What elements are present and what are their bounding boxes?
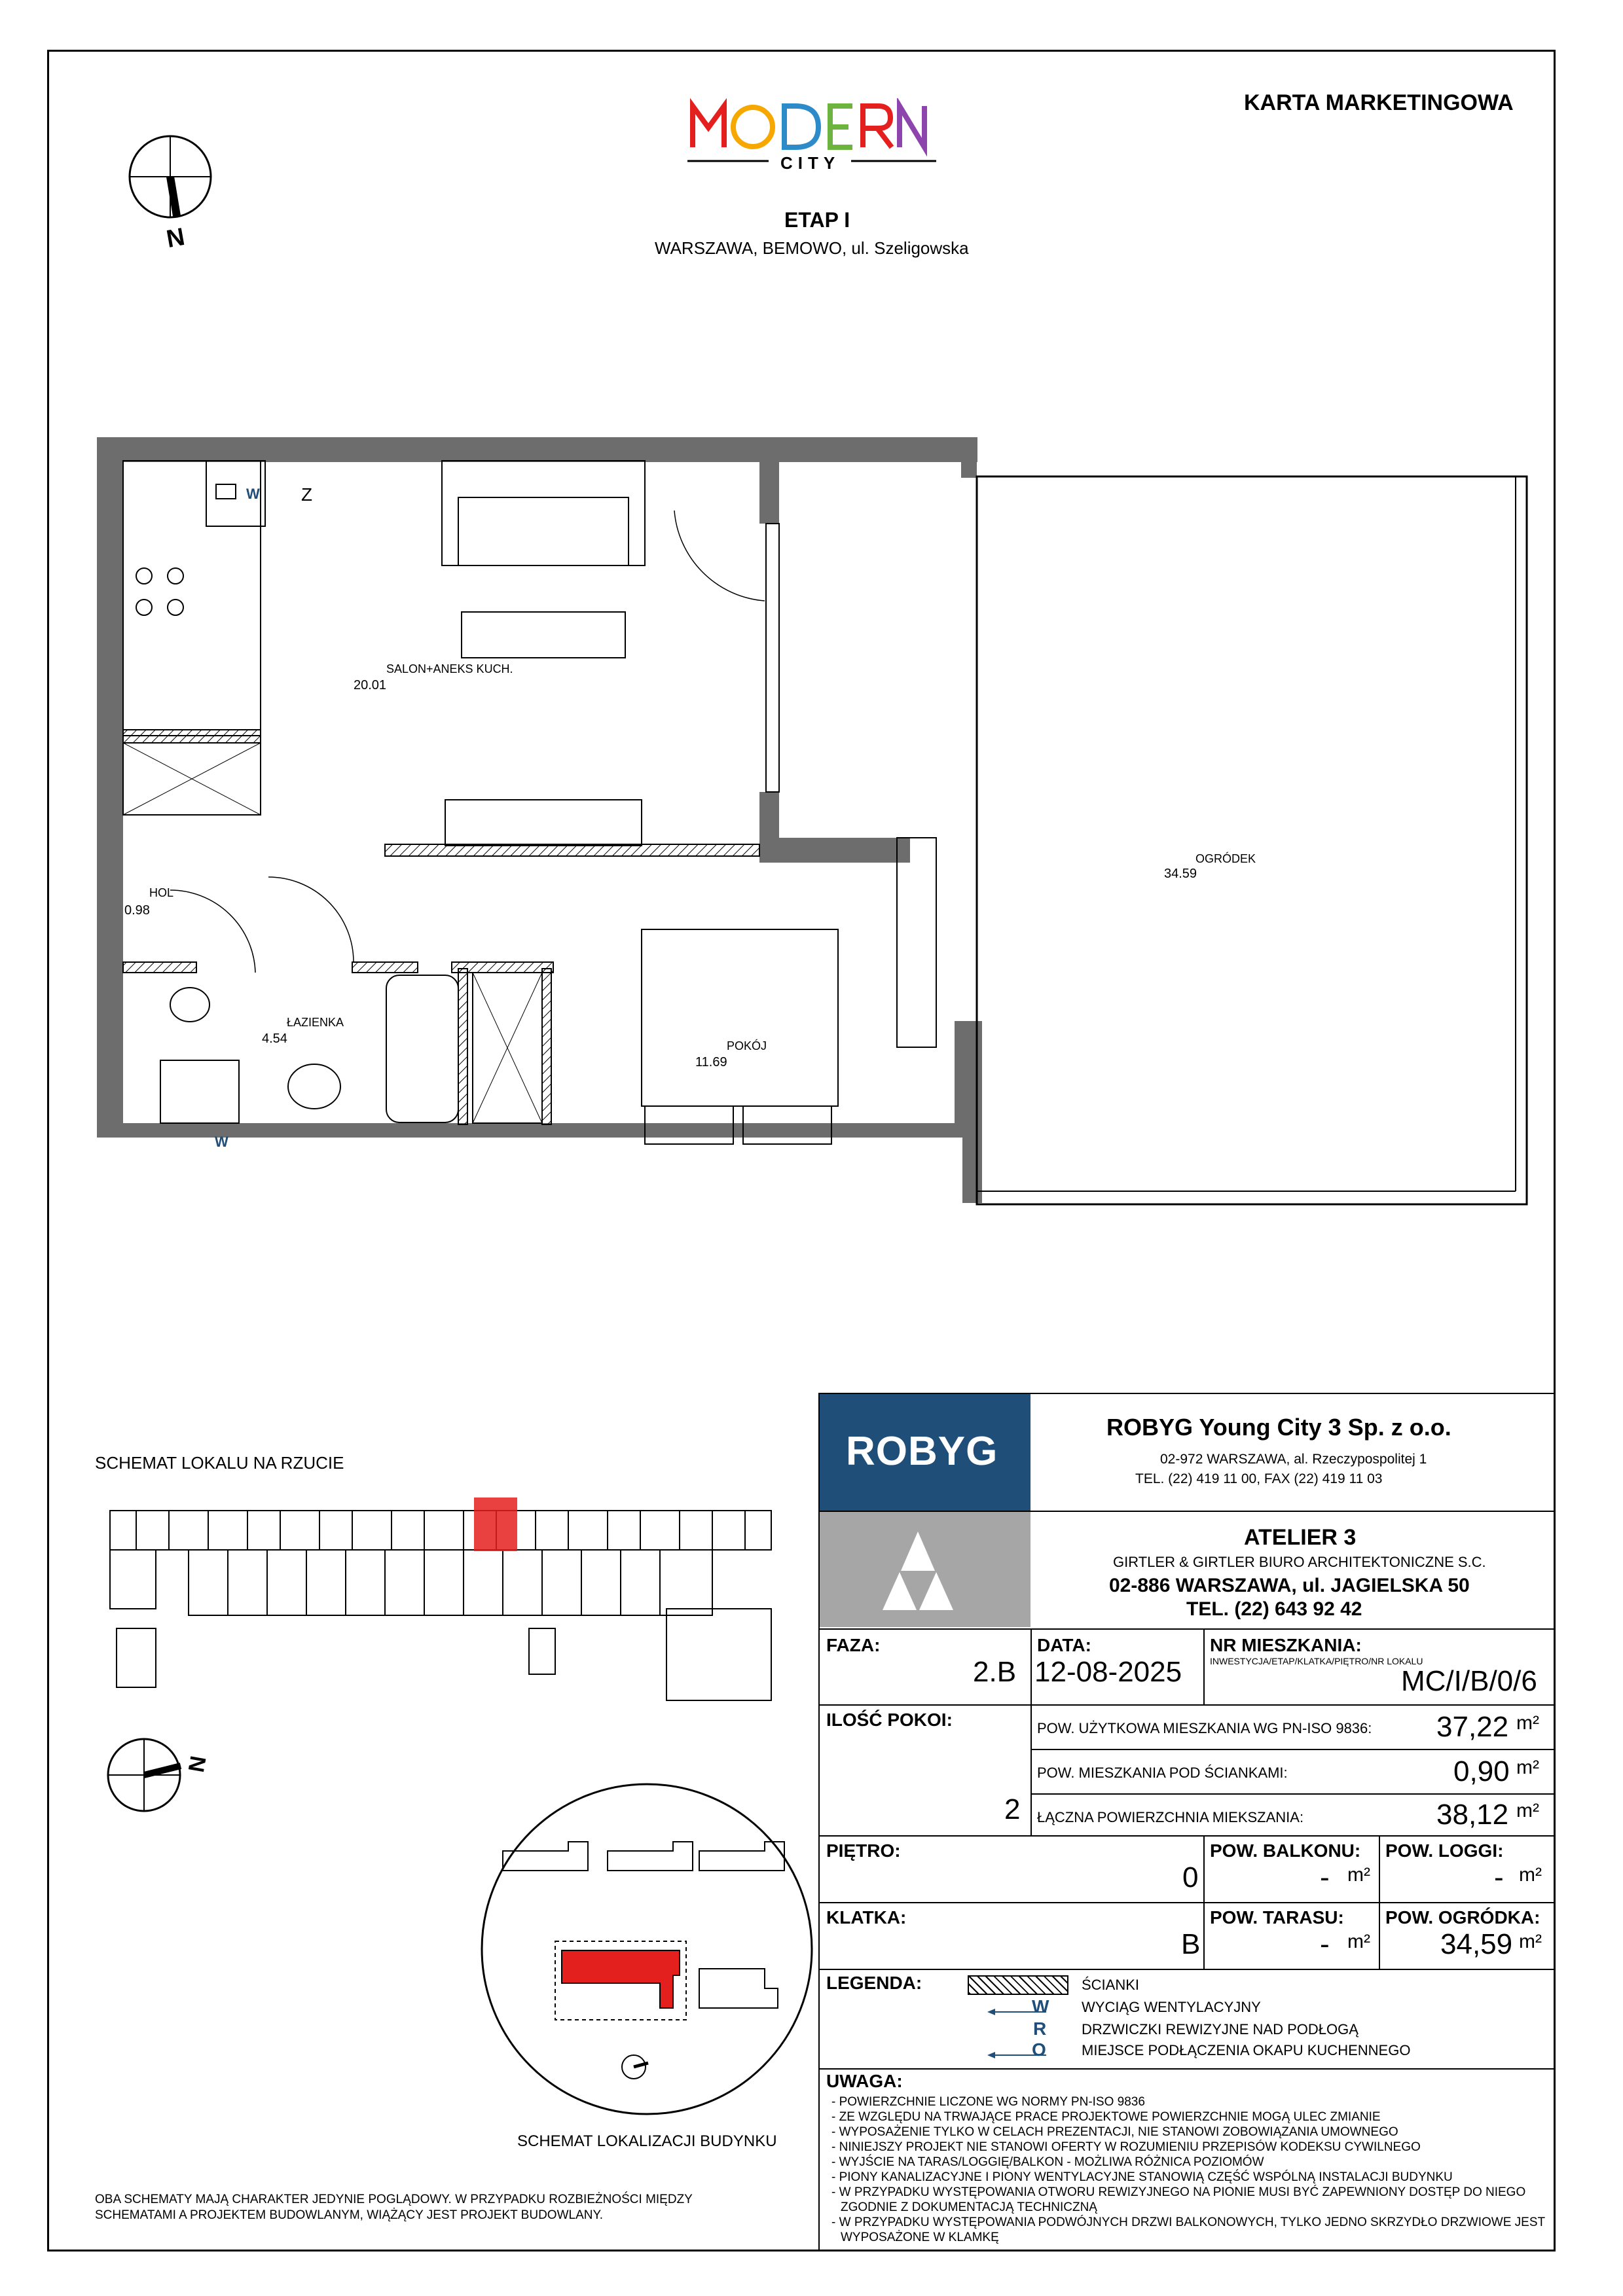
north-compass-icon (124, 131, 229, 255)
note-item: - POWIERZCHNIE LICZONE WG NORMY PN-ISO 9836 (831, 2095, 1145, 2109)
divider (820, 2068, 1556, 2070)
architect-phone: TEL. (22) 643 92 42 (1186, 1598, 1362, 1620)
nr-label: NR MIESZKANIA: (1210, 1635, 1362, 1655)
pietro-value: 0 (1182, 1861, 1199, 1893)
pow-uzytkowa-label: POW. UŻYTKOWA MIESZKANIA WG PN-ISO 9836: (1037, 1720, 1372, 1736)
ogrodek-area: 34.59 (1164, 867, 1197, 881)
architect-name: ATELIER 3 (1244, 1525, 1357, 1550)
pietro-label: PIĘTRO: (826, 1840, 901, 1861)
unit-m2: m² (1516, 1800, 1539, 1821)
data-value: 12-08-2025 (1034, 1656, 1182, 1688)
location-schema-title: SCHEMAT LOKALIZACJI BUDYNKU (517, 2132, 777, 2150)
ogrodek-label: POW. OGRÓDKA: (1385, 1907, 1541, 1928)
hol-area: 0.98 (124, 903, 150, 918)
legend-scianki: ŚCIANKI (1082, 1977, 1140, 1993)
faza-value: 2.B (973, 1656, 1017, 1688)
legend-r-letter: R (1033, 2018, 1047, 2039)
floor-plan (92, 432, 1532, 1217)
vent-w-bath: W (215, 1134, 228, 1150)
salon-label: SALON+ANEKS KUCH. (386, 662, 513, 675)
pow-laczna-value: 38,12 (1436, 1799, 1509, 1831)
location-schema (477, 1779, 817, 2119)
architect-firm: GIRTLER & GIRTLER BIURO ARCHITEKTONICZNE S.C. (1113, 1554, 1486, 1570)
unit-m2: m² (1519, 1931, 1542, 1952)
pow-scianki-value: 0,90 (1453, 1755, 1510, 1787)
pow-scianki-label: POW. MIESZKANIA POD ŚCIANKAMI: (1037, 1765, 1288, 1781)
logo-city-text: CITY (780, 153, 841, 173)
vent-w-kitchen: W (246, 486, 260, 502)
note-item: - WYJŚCIE NA TARAS/LOGGIĘ/BALKON - MOŻLIWA RÓŻNICA POZIOMÓW (831, 2155, 1264, 2169)
legend-w-text: WYCIĄG WENTYLACYJNY (1082, 1999, 1261, 2015)
divider (820, 1969, 1556, 1970)
divider (1030, 1793, 1556, 1795)
note-item: - W PRZYPADKU WYSTĘPOWANIA OTWORU REWIZYJNEGO NA PIONIE MUSI BYĆ ZAPEWNIONY DOSTĘP DO NIEGO (831, 2185, 1526, 2199)
divider (820, 1902, 1556, 1903)
pokoje-label: ILOŚĆ POKOI: (826, 1710, 953, 1730)
divider (820, 1628, 1556, 1630)
legend-w-letter: W (1032, 1996, 1049, 2017)
nr-sub: INWESTYCJA/ETAP/KLATKA/PIĘTRO/NR LOKALU (1210, 1656, 1423, 1666)
architect-address: 02-886 WARSZAWA, ul. JAGIELSKA 50 (1109, 1575, 1470, 1596)
divider (1030, 1704, 1032, 1835)
building-plan-schema (97, 1478, 778, 1713)
atelier3-logo (820, 1512, 1030, 1627)
note-item: - ZE WZGLĘDU NA TRWAJĄCE PRACE PROJEKTOWE POWIERZCHNIE MOGĄ ULEC ZMIANIE (831, 2110, 1381, 2124)
divider (1203, 1628, 1205, 1704)
data-label: DATA: (1037, 1635, 1091, 1655)
modern-city-logo (687, 98, 936, 183)
lazienka-label: ŁAZIENKA (287, 1016, 344, 1029)
taras-value: - (1320, 1928, 1330, 1960)
address: WARSZAWA, BEMOWO, ul. Szeligowska (655, 238, 969, 258)
lazienka-area: 4.54 (262, 1031, 287, 1046)
note-item: ZGODNIE Z DOKUMENTACJĄ TECHNICZNĄ (841, 2200, 1097, 2214)
pokoje-value: 2 (1004, 1793, 1021, 1825)
notes-list (831, 2094, 1545, 2245)
salon-area: 20.01 (354, 678, 387, 692)
hol-label: HOL (149, 886, 174, 899)
unit-m2: m² (1519, 1864, 1542, 1886)
pow-laczna-label: ŁĄCZNA POWIERZCHNIA MIEKSZANIA: (1037, 1809, 1304, 1825)
pokoj-area: 11.69 (695, 1055, 727, 1069)
unit-m2: m² (1516, 1757, 1539, 1778)
unit-m2: m² (1516, 1712, 1539, 1734)
notes-title: UWAGA: (826, 2071, 903, 2091)
note-item: - NINIEJSZY PROJEKT NIE STANOWI OFERTY W ROZUMIENIU PRZEPISÓW KODEKSU CYWILNEGO (831, 2140, 1421, 2154)
note-item: WYPOSAŻONE W KLAMKĘ (841, 2231, 999, 2244)
note-item: - WYPOSAŻENIE TYLKO W CELACH PREZENTACJI, NIE STANOWI ZOBOWIĄZANIA UMOWNEGO (831, 2125, 1398, 2139)
taras-label: POW. TARASU: (1210, 1907, 1344, 1928)
ogrodek-value: 34,59 (1440, 1928, 1513, 1960)
klatka-label: KLATKA: (826, 1907, 907, 1928)
legend-title: LEGENDA: (826, 1973, 922, 1993)
nr-value: MC/I/B/0/6 (1401, 1665, 1537, 1697)
legend-o-text: MIEJSCE PODŁĄCZENIA OKAPU KUCHENNEGO (1082, 2042, 1411, 2058)
balkon-value: - (1320, 1861, 1330, 1893)
note-item: - PIONY KANALIZACYJNE I PIONY WENTYLACYJNE STANOWIĄ CZĘŚĆ WSPÓLNĄ INSTALACJI BUDYNKU (831, 2170, 1453, 2184)
north-label: N (164, 221, 187, 253)
balkon-label: POW. BALKONU: (1210, 1840, 1361, 1861)
note-item: - W PRZYPADKU WYSTĘPOWANIA PODWÓJNYCH DRZWI BALKONOWYCH, TYLKO JEDNO SKRZYDŁO DRZWIOWE JEST (831, 2215, 1546, 2229)
divider (1030, 1749, 1556, 1750)
stage-title: ETAP I (784, 208, 850, 232)
unit-m2: m² (1347, 1864, 1370, 1886)
divider (820, 1704, 1556, 1706)
divider (820, 1835, 1556, 1837)
developer-address: 02-972 WARSZAWA, al. Rzeczypospolitej 1 (1160, 1452, 1427, 1467)
scianki-hatch-swatch (968, 1975, 1068, 1995)
plan-schema-title: SCHEMAT LOKALU NA RZUCIE (95, 1453, 344, 1473)
loggia-label: POW. LOGGI: (1385, 1840, 1504, 1861)
developer-company: ROBYG Young City 3 Sp. z o.o. (1106, 1414, 1451, 1441)
fridge-label: Z (301, 484, 313, 505)
klatka-value: B (1181, 1928, 1201, 1960)
legend-o-letter: O (1032, 2039, 1046, 2060)
disclaimer-line-2: SCHEMATAMI A PROJEKTEM BUDOWLANYM, WIĄŻĄCY JEST PROJEKT BUDOWLANY. (95, 2208, 603, 2222)
pow-uzytkowa-value: 37,22 (1436, 1711, 1509, 1743)
unit-m2: m² (1347, 1931, 1370, 1952)
robyg-logo: ROBYG (820, 1394, 1030, 1511)
pokoj-label: POKÓJ (727, 1039, 767, 1052)
schema-north-label: N (183, 1754, 211, 1774)
card-title: KARTA MARKETINGOWA (1244, 90, 1514, 115)
schema-compass-icon (98, 1728, 229, 1826)
loggia-value: - (1494, 1861, 1504, 1893)
ogrodek-label: OGRÓDEK (1195, 852, 1256, 865)
legend-r-text: DRZWICZKI REWIZYJNE NAD PODŁOGĄ (1082, 2021, 1359, 2037)
developer-phone: TEL. (22) 419 11 00, FAX (22) 419 11 03 (1135, 1471, 1383, 1486)
faza-label: FAZA: (826, 1635, 881, 1655)
disclaimer-line-1: OBA SCHEMATY MAJĄ CHARAKTER JEDYNIE POGLĄDOWY. W PRZYPADKU ROZBIEŻNOŚCI MIĘDZY (95, 2193, 693, 2206)
divider (1030, 1628, 1032, 1704)
